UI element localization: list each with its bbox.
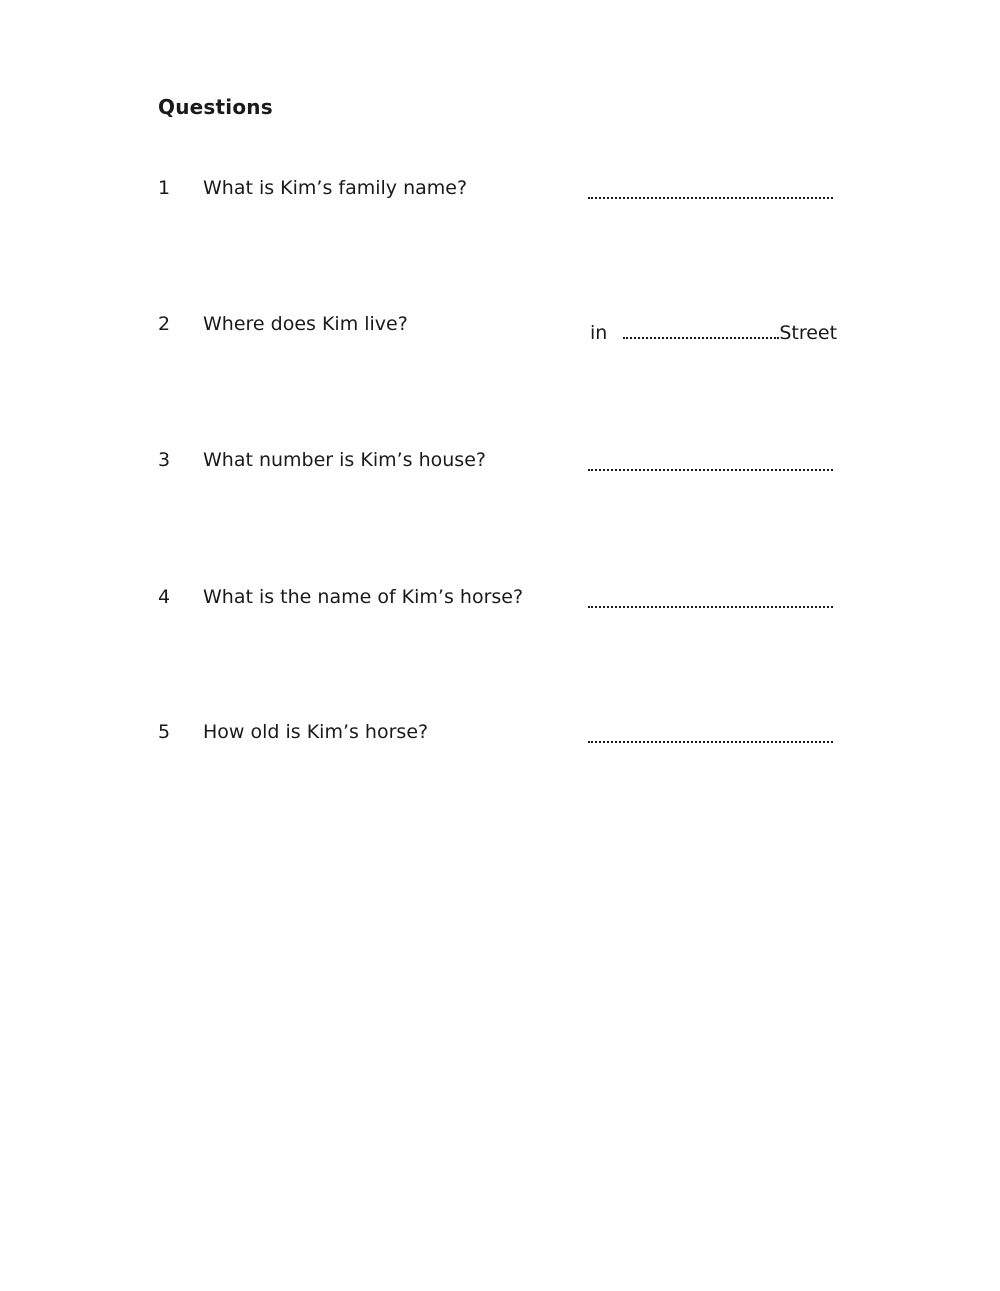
question-text: What is the name of Kim’s horse? [203,586,524,608]
answer-blank-4[interactable] [588,591,833,613]
question-text: Where does Kim live? [203,313,408,335]
question-number: 2 [158,313,171,335]
question-row-2 [0,313,1000,353]
question-number: 5 [158,721,171,743]
answer-suffix: Street [779,322,838,344]
answer-blank-2[interactable] [590,322,837,344]
answer-prefix: in [590,322,608,344]
answer-blank-1[interactable] [588,182,833,204]
question-text: What number is Kim’s house? [203,449,486,471]
question-row-3 [0,449,1000,489]
answer-dotted-line[interactable] [623,325,779,339]
question-number: 4 [158,586,171,608]
question-text: How old is Kim’s horse? [203,721,429,743]
question-number: 3 [158,449,171,471]
answer-blank-3[interactable] [588,454,833,476]
question-row-4 [0,586,1000,626]
answer-blank-5[interactable] [588,726,833,748]
question-row-1 [0,177,1000,217]
question-text: What is Kim’s family name? [203,177,468,199]
question-number: 1 [158,177,171,199]
question-row-5 [0,721,1000,761]
page-title: Questions [158,95,273,119]
